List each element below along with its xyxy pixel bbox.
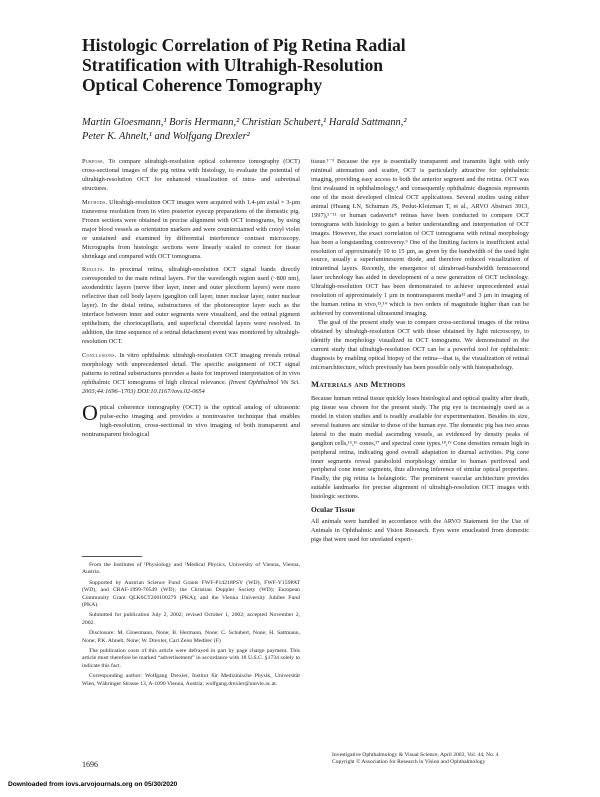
title-line: Optical Coherence Tomography	[82, 75, 323, 95]
abstract-citation: (Invest Ophthalmol Vis Sci. 2003;44:1696–1703) DOI:10.1167/iovs.02-0654	[82, 378, 300, 395]
author-line: Peter K. Ahnelt,¹ and Wolfgang Drexler²	[82, 131, 250, 142]
section-heading: Materials and Methods	[311, 379, 406, 389]
page-number: 1696	[82, 760, 98, 769]
footnote: Supported by Austrian Science Fund Grants FWF-P14218PSY (WD), FWF-Y159PAT (WD), and CRAF-1999-70549 (WD); the Christian Doppler Society (WD); European Community Grant QLK6CT200100279 (PKA); and the Vienna University Jubilee Fund (PKA).	[82, 579, 300, 609]
journal-info	[332, 752, 532, 766]
footnotes	[82, 562, 300, 691]
subsection-heading: Ocular Tissue	[311, 505, 355, 515]
author-line: Martin Gloesmann,¹ Boris Hermann,² Christian Schubert,¹ Harald Sattmann,²	[82, 117, 407, 128]
footnote: Submitted for publication July 2, 2002; revised October 1, 2002; accepted November 2, 2002.	[82, 612, 300, 626]
abstract-methods: Methods. Ultrahigh-resolution OCT images were acquired with 1.4-µm axial × 3-µm transverse resolution from in vitro posterior eyecup preparations of the domestic pig. Frozen sections were obtained in precise alignment with OCT tomograms, by using major blood vessels as orientation markers and were counterstained with cresyl violet or unstained and examined by differential interference contrast microscopy. Micrographs from histologic sections were linearly scaled to correct for tissue shrinkage and compared with OCT tomograms.	[82, 198, 300, 260]
body-paragraph: Because human retinal tissue quickly loses histological and optical quality after death, pig tissue was chosen for the present study. The pig eye is increasingly used as a model in vision studies and is readily available for experimentation. Besides its size, several features are similar to those of the human eye. The domestic pig has two areas lateral to the main medial ascending vessels, as evidenced by density peaks of ganglion cells,¹⁵,¹⁶ cones,¹⁷ and spectral cone types.¹⁸,¹⁹ Cone densities remain high in peripheral retina, indicating good overall adaptation to diurnal activities. Pig cone inner segments reveal paraboloid morphology similar to human perifoveal and peripheral cone inner segments, thus allowing inference of similar optical properties. Finally, the pig retina is holangiotic. The prominent vascular architecture provides suitable landmarks for precise alignment of ultrahigh-resolution OCT images with histologic sections.	[311, 394, 529, 501]
author-list	[82, 116, 552, 144]
journal-line: Copyright © Association for Research in Vision and Ophthalmology	[332, 759, 486, 765]
title-line: Histologic Correlation of Pig Retina Radial	[82, 35, 406, 55]
abstract-purpose: Purpose. To compare ultrahigh-resolution optical coherence tomography (OCT) cross-sectional images of the pig retina with histology, to evaluate the potential of ultrahigh-resolution OCT for enhanced visualization of intra- and subretinal structures.	[82, 158, 301, 192]
footnote: Disclosure: M. Gloesmann, None; B. Hermann, None; C. Schubert, None; H. Sattmann, None; P.K. Ahnelt, None; W. Drexler, Carl Zeiss Meditec (F)	[82, 630, 300, 644]
body-paragraph: tissue.¹⁻³ Because the eye is essentially transparent and transmits light with only minimal attenuation and scatter, OCT is particularly attractive for ophthalmic imaging, providing easy access to both the anterior segment and the retina. OCT was first evaluated in ophthalmology,⁴ and consequently ophthalmic diagnosis represents one of the most developed clinical OCT applications. Several studies using either animal (Huang LN, Schuman JS, Pedut-Kloizman T, et al., ARVO Abstract 3913, 1997),⁵⁻¹¹ or human cadaveric⁸ retinas have been conducted to compare OCT tomograms with histology to gain a better understanding and interpretation of OCT images. However, the exact correlation of OCT tomograms with retinal morphology has been a longstanding controversy.⁹ One of the limiting factors is insufficient axial resolution of approximately 10 to 15 µm, as given by the bandwidth of the used light source, usually a superluminescent diode, and therefore reduced visualization of intraretinal layers. Recently, the emergence of ultrabroad-bandwidth femtosecond laser technology has aided in development of a new generation of OCT technology. Ultrahigh-resolution OCT has been demonstrated to achieve unprecedented axial resolution of approximately 1 µm in nontransparent media¹² and 3 µm in imaging of the human retina in vivo,¹³,¹⁴ which is two orders of magnitude higher than can be achieved by conventional ultrasound imaging.	[311, 158, 529, 318]
drop-cap: O	[82, 399, 98, 425]
intro-paragraph: Optical coherence tomography (OCT) is the optical analog of ultrasonic pulse-echo imaging and provides a noninvasive technique that enables high-resolution, cross-sectional in vivo imaging of both transparent and nontransparent biological	[82, 399, 300, 438]
abstract-results: Results. In proximal retina, ultrahigh-resolution OCT signal bands directly corresponded to the main retinal layers. For the wavelength region used (~800 nm), axodendritic layers (nerve fiber layer, inner and outer plexiform layers) were more reflective than cell body layers (ganglion cell layer, inner nuclear layer, outer nuclear layer). In the distal retina, substructures of the photoreceptor layer such as the interface between inner and outer segments were visualized, and the retinal pigment epithelium, the choriocapillaris, and superficial choroidal layers were resolved. In addition, the time sequence of a retinal detachment event was monitored by ultrahigh-resolution OCT.	[82, 266, 300, 346]
abstract-conclusions: Conclusions. In vitro ophthalmic ultrahigh-resolution OCT imaging reveals retinal morphology with unprecedented detail. The specific assignment of OCT signal patterns to retinal substructures provides a basis for improved interpretation of in vivo ophthalmic OCT tomograms of high clinical relevance. (Invest Ophthalmol Vis Sci. 2003;44:1696–1703) DOI:10.1167/iovs.02-0654	[82, 352, 300, 395]
title-line: Stratification with Ultrahigh-Resolution	[82, 55, 384, 75]
abstract	[82, 158, 300, 397]
article-title	[82, 35, 542, 95]
footnote-divider	[82, 556, 142, 557]
footnote: From the Institutes of ¹Physiology and ²Medical Physics, University of Vienna, Vienna, Austria.	[82, 562, 300, 576]
footnote: Corresponding author: Wolfgang Drexler, Institut für Medizinische Physik, Universität Wien, Währinger Strasse 13, A-1090 Vienna, Austria; wolfgang.drexler@univie.ac.at.	[82, 673, 300, 687]
body-paragraph: The goal of the present study was to compare cross-sectional images of the retina obtained by ultrahigh-resolution OCT with those obtained by light microscopy, to identify the morphology visualized in OCT tomograms. We demonstrated in the current study that ultrahigh-resolution OCT can be a powerful tool for ophthalmic diagnosis by enabling optical biopsy of the retina—that is, the visualization of retinal microarchitecture, which previously has been possible only with histopathology.	[311, 319, 529, 371]
right-column	[311, 158, 529, 545]
journal-line: Investigative Ophthalmology & Visual Science, April 2003, Vol. 44, No. 4	[332, 752, 499, 758]
body-paragraph: All animals were handled in accordance with the ARVO Statement for the Use of Animals in Ophthalmic and Vision Research. Eyes were enucleated from domestic pigs that were used for unrelated experi-	[311, 518, 529, 544]
footnote: The publication costs of this article were defrayed in part by page charge payment. This article must therefore be marked “advertisement” in accordance with 18 U.S.C. §1734 solely to indicate this fact.	[82, 648, 300, 669]
download-note: Downloaded from iovs.arvojournals.org on 05/30/2020	[8, 781, 178, 788]
left-column	[82, 158, 300, 439]
